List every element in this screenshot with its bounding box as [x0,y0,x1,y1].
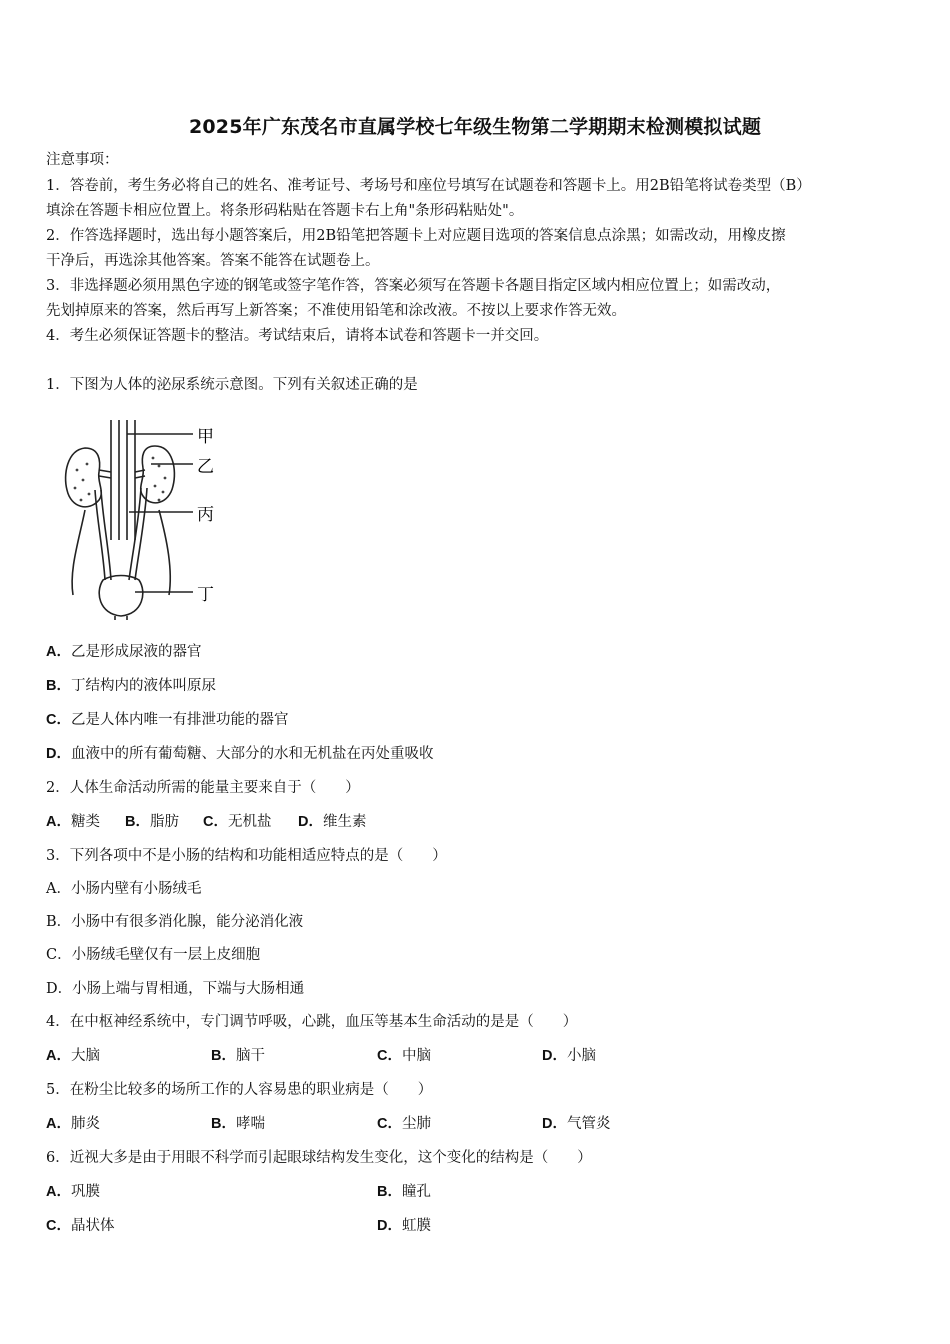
question-2-option-a: A．糖类 [46,814,100,830]
notice-line: 先划掉原来的答案，然后再写上新答案；不准使用铅笔和涂改液。不按以上要求作答无效。 [46,303,626,319]
question-6-option-c: C．晶状体 [46,1218,115,1234]
question-1-option-c: C．乙是人体内唯一有排泄功能的器官 [46,712,289,728]
figure-label-yi: 乙 [197,457,214,477]
question-2-stem: 2．人体生命活动所需的能量主要来自于（ ） [46,780,360,796]
question-5-option-b: B．哮喘 [211,1116,265,1132]
question-6-option-b: B．瞳孔 [377,1184,431,1200]
bladder [99,576,143,617]
question-5-stem: 5．在粉尘比较多的场所工作的人容易患的职业病是（ ） [46,1082,433,1098]
left-ureter [95,490,105,580]
right-ureter [135,488,147,580]
question-4-option-a: A．大脑 [46,1048,100,1064]
figure-label-bing: 丙 [197,505,214,525]
question-3-option-d: D．小肠上端与胃相通，下端与大肠相通 [46,981,305,997]
question-3-option-a: A．小肠内壁有小肠绒毛 [46,881,202,897]
notice-line: 填涂在答题卡相应位置上。将条形码粘贴在答题卡右上角"条形码粘贴处"。 [46,203,524,219]
question-2-option-d: D．维生素 [298,814,367,830]
question-2-option-b: B．脂肪 [125,814,179,830]
notice-line: 干净后，再选涂其他答案。答案不能答在试题卷上。 [46,253,380,269]
question-4-option-d: D．小脑 [542,1048,596,1064]
notice-heading: 注意事项： [46,152,119,168]
question-6-option-d: D．虹膜 [377,1218,431,1234]
question-1-option-d: D．血液中的所有葡萄糖、大部分的水和无机盐在丙处重吸收 [46,746,434,762]
notice-line: 2．作答选择题时，选出每小题答案后，用2B铅笔把答题卡上对应题目选项的答案信息点涂黑；如需改动，用橡皮擦 [46,228,786,244]
question-5-option-a: A．肺炎 [46,1116,100,1132]
question-4-option-b: B．脑干 [211,1048,265,1064]
question-6-stem: 6．近视大多是由于用眼不科学而引起眼球结构发生变化，这个变化的结构是（ ） [46,1150,592,1166]
question-3-stem: 3．下列各项中不是小肠的结构和功能相适应特点的是（ ） [46,848,447,864]
figure-label-jia: 甲 [197,427,214,447]
urinary-system-figure [55,420,230,620]
question-4-stem: 4．在中枢神经系统中，专门调节呼吸，心跳，血压等基本生命活动的是是（ ） [46,1014,578,1030]
notice-line: 3．非选择题必须用黑色字迹的钢笔或签字笔作答，答案必须写在答题卡各题目指定区域内相应位置上；如需改动， [46,278,781,294]
notice-line: 4．考生必须保证答题卡的整洁。考试结束后，请将本试卷和答题卡一并交回。 [46,328,549,344]
question-3-option-b: B．小肠中有很多消化腺，能分泌消化液 [46,914,304,930]
urinary-system-diagram [55,420,230,620]
question-6-option-a: A．巩膜 [46,1184,100,1200]
question-4-option-c: C．中脑 [377,1048,431,1064]
question-1-stem: 1．下图为人体的泌尿系统示意图。下列有关叙述正确的是 [46,377,418,393]
question-5-option-c: C．尘肺 [377,1116,431,1132]
question-5-option-d: D．气管炎 [542,1116,611,1132]
page-title: 2025年广东茂名市直属学校七年级生物第二学期期末检测模拟试题 [188,116,762,138]
question-1-option-b: B．丁结构内的液体叫原尿 [46,678,216,694]
question-2-option-c: C．无机盐 [203,814,272,830]
figure-label-ding: 丁 [197,585,214,605]
notice-line: 1．答卷前，考生务必将自己的姓名、准考证号、考场号和座位号填写在试题卷和答题卡上。用2B铅笔将试卷类型（B） [46,178,811,194]
question-3-option-c: C．小肠绒毛壁仅有一层上皮细胞 [46,947,261,963]
question-1-option-a: A．乙是形成尿液的器官 [46,644,202,660]
